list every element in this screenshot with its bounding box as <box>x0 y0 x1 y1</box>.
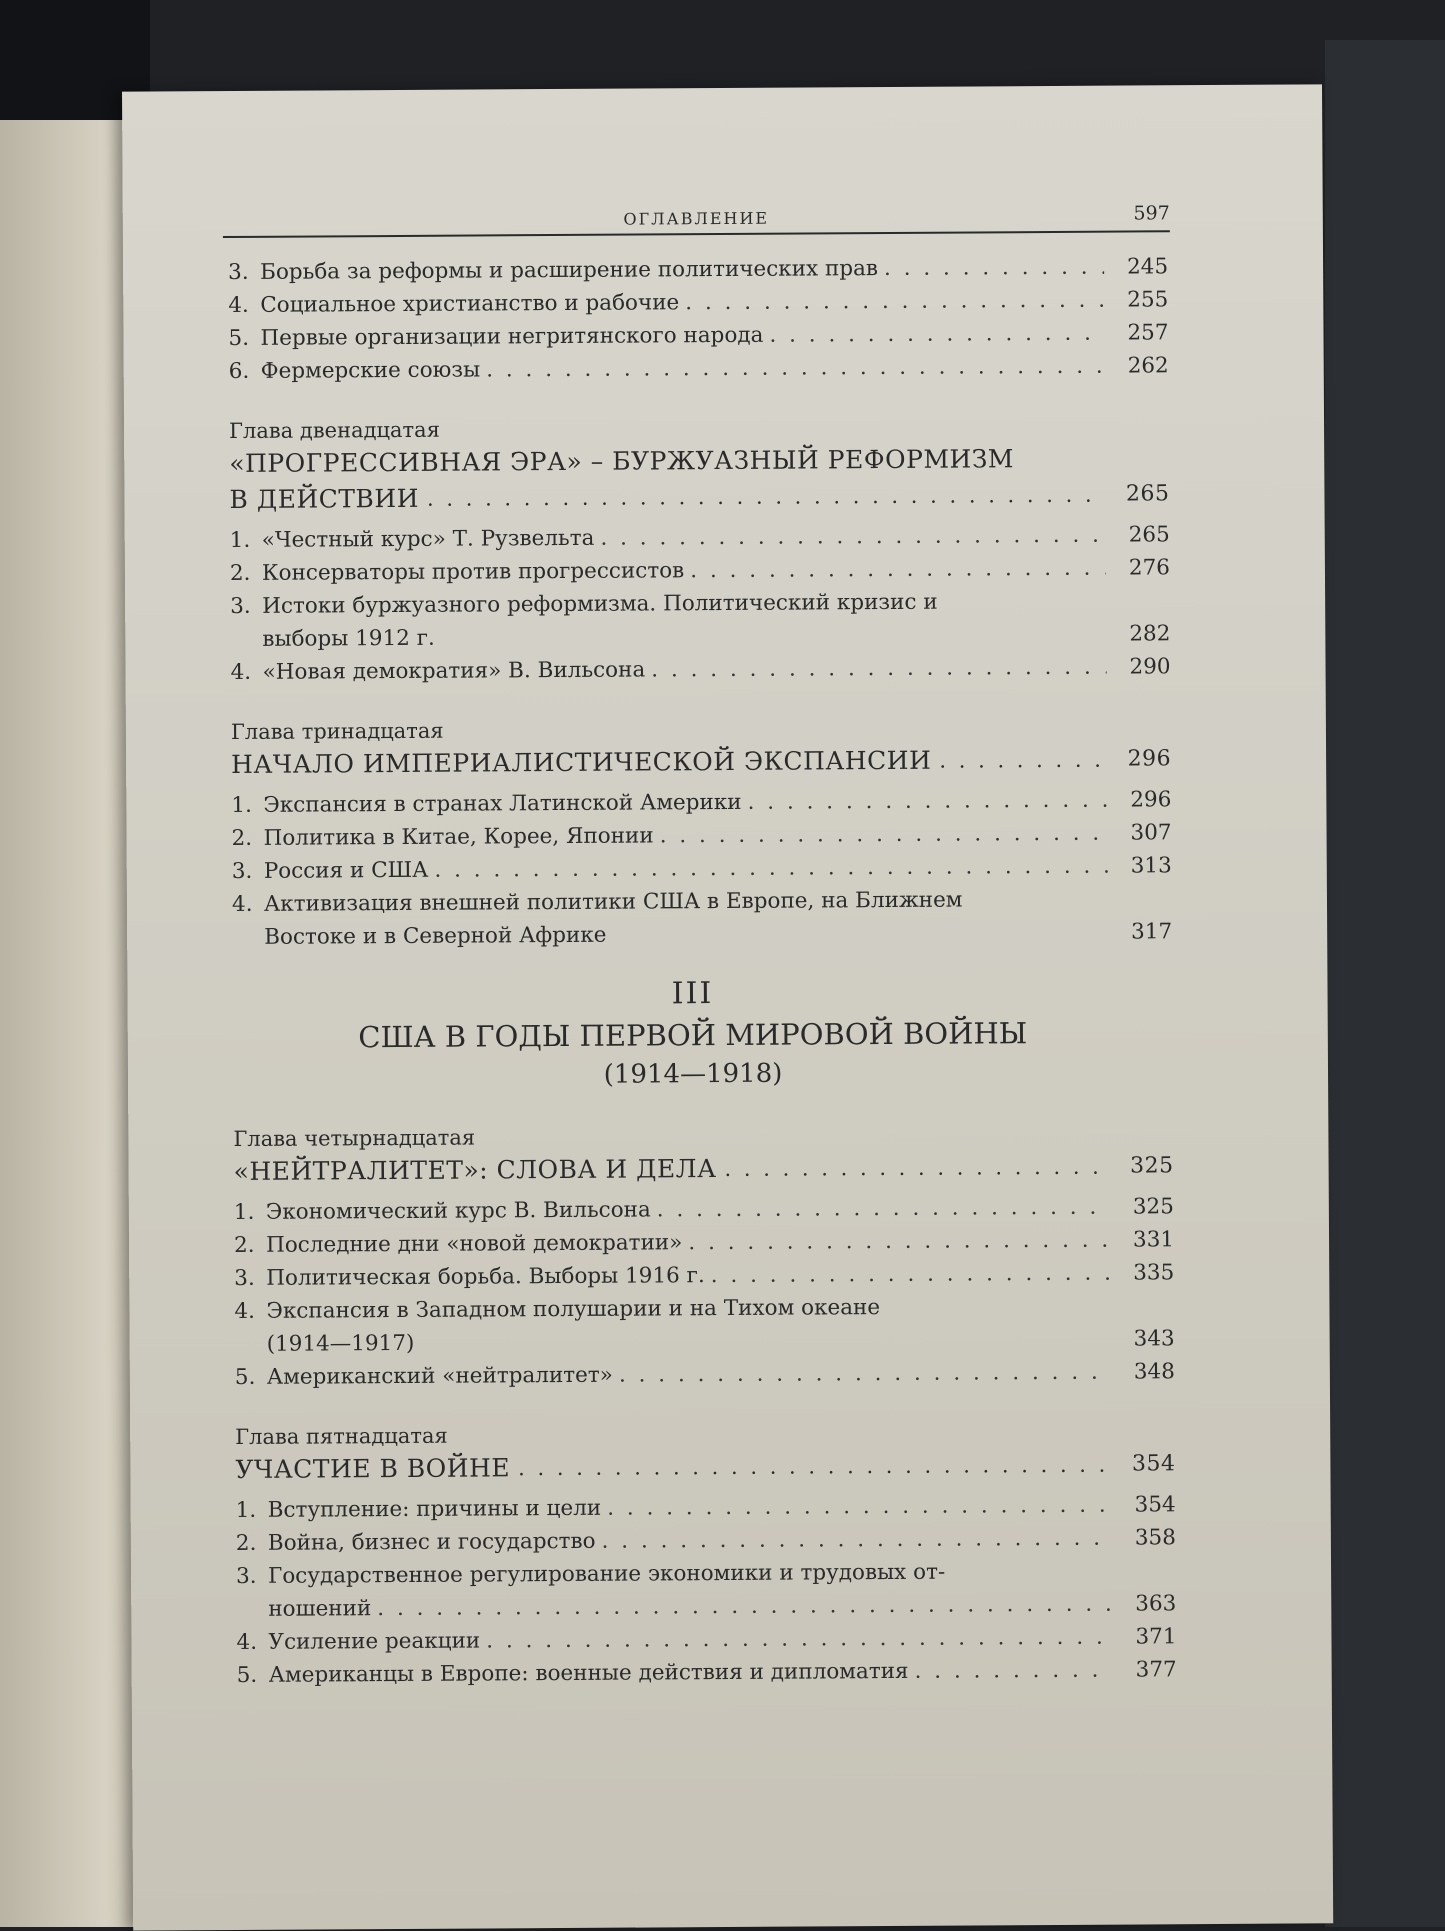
entry-page: 313 <box>1130 853 1172 879</box>
table-of-contents <box>208 250 1177 1692</box>
entry-page: 296 <box>1130 787 1172 813</box>
toc-entry <box>234 1289 1174 1361</box>
entry-title: Последние дни «новой демократии» <box>265 1230 683 1258</box>
entry-title-line1: Государственное регулирование экономики и трудовых от- <box>268 1559 946 1589</box>
chapter-label: Глава пятнадцатая <box>235 1423 448 1449</box>
entry-title: Война, бизнес и государство <box>267 1528 596 1556</box>
dot-leader <box>377 1588 1112 1625</box>
entry-title: Американский «нейтралитет» <box>266 1362 613 1390</box>
chapter-title <box>231 741 1171 783</box>
entry-page: 276 <box>1128 555 1171 581</box>
dot-leader <box>724 1149 1109 1187</box>
entry-page: 331 <box>1132 1227 1175 1253</box>
entry-title: Борьба за реформы и расширение политических прав <box>260 256 879 285</box>
entry-page: 363 <box>1135 1591 1177 1617</box>
part-title: США В ГОДЫ ПЕРВОЙ МИРОВОЙ ВОЙНЫ <box>358 1016 1028 1055</box>
toc-entry <box>229 349 1169 388</box>
dot-leader <box>939 742 1107 779</box>
entry-number: 2. <box>229 560 251 587</box>
entry-number: 6. <box>228 358 250 385</box>
entry-page: 317 <box>1131 919 1173 945</box>
dot-leader <box>607 1489 1112 1525</box>
entry-title: Политическая борьба. Выборы 1916 г. <box>266 1263 705 1291</box>
page-number: 597 <box>1133 202 1170 225</box>
entry-number: 4. <box>236 1629 258 1655</box>
entry-page: 255 <box>1127 287 1169 313</box>
entry-page: 335 <box>1133 1260 1175 1286</box>
entry-number: 4. <box>230 659 252 686</box>
running-header <box>223 200 1170 238</box>
entry-title-line2: (1914—1917) <box>266 1330 415 1357</box>
header-title: ОГЛАВЛЕНИЕ <box>623 208 770 229</box>
entry-title: Консерваторы против прогрессистов <box>261 558 685 586</box>
entry-title-line1: Экспансия в Западном полушарии и на Тихом океане <box>266 1295 881 1324</box>
chapter-page: 354 <box>1131 1451 1176 1477</box>
chapter-title-line2: В ДЕЙСТВИИ <box>229 483 420 515</box>
entry-page: 348 <box>1133 1359 1175 1385</box>
entry-number: 2. <box>235 1530 257 1556</box>
entry-title: Усиление реакции <box>268 1628 481 1655</box>
entry-page: 358 <box>1134 1525 1176 1551</box>
toc-entry <box>232 882 1172 954</box>
entry-number: 3. <box>230 593 251 620</box>
book-page <box>122 84 1333 1930</box>
dot-leader <box>619 1356 1111 1392</box>
entry-page: 257 <box>1127 320 1169 346</box>
dot-leader <box>747 784 1107 819</box>
chapter-title <box>234 1148 1174 1190</box>
book-cover-board <box>1325 40 1445 1927</box>
chapter-title-text: УЧАСТИЕ В ВОЙНЕ <box>235 1453 511 1484</box>
part-numeral: III <box>671 976 714 1012</box>
dot-leader <box>884 251 1104 285</box>
entry-number: 5. <box>236 1662 258 1688</box>
toc-entry <box>236 1554 1176 1626</box>
entry-page: 262 <box>1127 353 1169 379</box>
entry-title: Политика в Китае, Корее, Японии <box>263 823 654 851</box>
chapter-page: 265 <box>1125 481 1170 507</box>
dot-leader <box>486 1621 1112 1658</box>
entry-title: Социальное христианство и рабочие <box>260 290 680 318</box>
entry-title: Фермерские союзы <box>260 357 481 384</box>
chapter-label: Глава двенадцатая <box>229 417 440 444</box>
entry-page: 325 <box>1132 1194 1174 1220</box>
entry-number: 1. <box>231 792 252 819</box>
entry-page: 282 <box>1129 621 1171 647</box>
entry-page: 290 <box>1129 654 1171 680</box>
entry-title: Россия и США <box>263 857 429 884</box>
dot-leader <box>914 1654 1112 1688</box>
entry-title-line1: Активизация внешней политики США в Европе, на Ближнем <box>263 887 963 917</box>
dot-leader <box>685 284 1104 320</box>
entry-title: «Честный курс» Т. Рузвельта <box>261 525 595 553</box>
part-heading <box>212 970 1173 1096</box>
dot-leader <box>660 817 1108 853</box>
dot-leader <box>657 1191 1110 1227</box>
entry-number: 4. <box>228 292 249 319</box>
entry-page: 377 <box>1135 1657 1177 1683</box>
dot-leader <box>688 1224 1110 1260</box>
toc-entry <box>235 1355 1175 1394</box>
entry-number: 3. <box>231 858 253 885</box>
entry-page: 371 <box>1135 1624 1177 1650</box>
entry-title-line2: Востоке и в Северной Африке <box>264 922 607 950</box>
toc-entry <box>230 650 1170 689</box>
chapter-page: 325 <box>1130 1153 1174 1179</box>
chapter-title-line1: «ПРОГРЕССИВНАЯ ЭРА» – БУРЖУАЗНЫЙ РЕФОРМИЗМ <box>229 444 1015 479</box>
toc-entry <box>230 584 1170 656</box>
entry-title: Американцы в Европе: военные действия и дипломатия <box>268 1658 909 1688</box>
entry-number: 4. <box>234 1298 256 1325</box>
entry-title: Экономический курс В. Вильсона <box>265 1197 651 1225</box>
dot-leader <box>711 1257 1111 1292</box>
chapter-title <box>229 440 1169 518</box>
chapter-label: Глава тринадцатая <box>230 718 444 745</box>
dot-leader <box>427 477 1106 517</box>
entry-number: 5. <box>234 1364 256 1390</box>
dot-leader <box>651 651 1107 687</box>
entry-page: 343 <box>1133 1326 1175 1352</box>
entry-number: 4. <box>231 891 253 918</box>
dot-leader <box>434 850 1108 887</box>
dot-leader <box>769 317 1104 352</box>
chapter-title <box>235 1446 1175 1488</box>
entry-number: 5. <box>228 325 250 352</box>
entry-title: Вступление: причины и цели <box>267 1495 602 1523</box>
entry-number: 3. <box>234 1265 255 1292</box>
entry-number: 1. <box>235 1497 257 1523</box>
chapter-page: 296 <box>1127 746 1172 772</box>
entry-page: 307 <box>1130 820 1172 846</box>
chapter-title-text: «НЕЙТРАЛИТЕТ»: СЛОВА И ДЕЛА <box>233 1154 717 1187</box>
entry-title-line1: Истоки буржуазного реформизма. Политический кризис и <box>262 589 938 619</box>
dot-leader <box>518 1447 1112 1487</box>
entry-page: 265 <box>1128 522 1170 548</box>
entry-title: Первые организации негритянского народа <box>260 322 764 351</box>
chapter-title-text: НАЧАЛО ИМПЕРИАЛИСТИЧЕСКОЙ ЭКСПАНСИИ <box>231 745 932 780</box>
toc-entry <box>237 1653 1177 1692</box>
entry-number: 3. <box>236 1563 257 1589</box>
entry-number: 2. <box>231 825 253 852</box>
entry-title-line2: ношений <box>268 1596 372 1622</box>
entry-number: 3. <box>228 259 249 286</box>
chapter-label: Глава четырнадцатая <box>233 1125 476 1152</box>
entry-title: Экспансия в странах Латинской Америки <box>263 789 742 818</box>
entry-page: 245 <box>1126 254 1169 280</box>
dot-leader <box>600 519 1106 555</box>
entry-number: 1. <box>229 527 251 554</box>
dot-leader <box>690 552 1106 588</box>
entry-number: 2. <box>233 1232 255 1259</box>
dot-leader <box>601 1522 1112 1558</box>
entry-number: 1. <box>233 1199 255 1226</box>
entry-page: 354 <box>1134 1492 1176 1518</box>
dot-leader <box>486 350 1105 387</box>
entry-title-line2: выборы 1912 г. <box>262 625 435 652</box>
part-years: (1914—1918) <box>603 1058 783 1090</box>
entry-title: «Новая демократия» В. Вильсона <box>262 657 646 685</box>
